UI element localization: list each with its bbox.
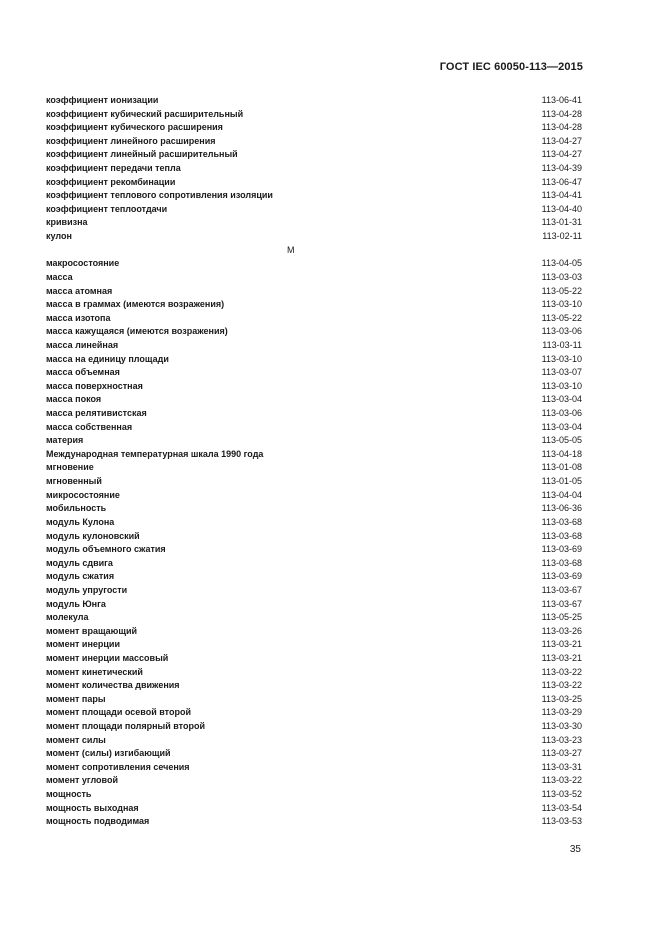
- entry-term: коэффициент теплоотдачи: [46, 203, 168, 214]
- entry-code: 113-03-54: [541, 802, 582, 813]
- term-index: [46, 94, 582, 829]
- entry-term: момент (силы) изгибающий: [46, 748, 171, 759]
- entry-term: модуль Юнга: [46, 598, 106, 609]
- entry-term: мгновенный: [46, 476, 102, 487]
- entry-code: 113-04-05: [541, 258, 582, 269]
- entry-term: модуль сжатия: [46, 571, 115, 582]
- entry-code: 113-03-25: [541, 693, 582, 704]
- index-entry: [46, 774, 582, 788]
- entry-code: 113-03-29: [541, 707, 582, 718]
- index-entry: [46, 135, 582, 149]
- entry-term: момент площади осевой второй: [46, 707, 191, 718]
- entry-term: мощность выходная: [46, 802, 139, 813]
- index-entry: [46, 203, 582, 217]
- index-entry: [46, 189, 582, 203]
- entry-term: момент кинетический: [46, 666, 143, 677]
- entry-code: 113-03-10: [541, 299, 582, 310]
- entry-term: модуль упругости: [46, 584, 128, 595]
- entry-code: 113-05-22: [541, 312, 582, 323]
- entry-code: 113-04-41: [541, 190, 582, 201]
- entry-term: момент инерции массовый: [46, 652, 169, 663]
- document-header: ГОСТ IEC 60050-113—2015: [439, 61, 583, 73]
- entry-code: 113-03-69: [541, 571, 582, 582]
- entry-term: коэффициент рекомбинации: [46, 176, 176, 187]
- entry-code: 113-04-18: [541, 448, 582, 459]
- index-entry: [46, 108, 582, 122]
- index-entry: [46, 230, 582, 244]
- entry-code: 113-03-68: [541, 530, 582, 541]
- index-entry: [46, 475, 582, 489]
- index-entry: [46, 448, 582, 462]
- entry-term: коэффициент линейный расширительный: [46, 149, 238, 160]
- entry-code: 113-03-31: [541, 761, 582, 772]
- entry-code: 113-03-53: [541, 816, 582, 827]
- entry-code: 113-03-06: [541, 408, 582, 419]
- index-entry: [46, 176, 582, 190]
- section-m: [46, 257, 582, 829]
- section-k: [46, 94, 582, 244]
- index-entry: [46, 489, 582, 503]
- index-entry: [46, 421, 582, 435]
- entry-code: 113-06-41: [541, 95, 582, 105]
- index-entry: [46, 747, 582, 761]
- entry-code: 113-03-04: [541, 394, 582, 405]
- entry-code: 113-06-36: [541, 503, 582, 514]
- index-entry: [46, 162, 582, 176]
- entry-code: 113-04-27: [541, 149, 582, 160]
- entry-code: 113-03-22: [541, 680, 582, 691]
- entry-term: масса собственная: [46, 421, 133, 432]
- entry-term: кривизна: [46, 217, 88, 228]
- index-entry: [46, 611, 582, 625]
- entry-code: 113-05-25: [541, 612, 582, 623]
- entry-term: мобильность: [46, 503, 107, 514]
- index-entry: [46, 693, 582, 707]
- index-entry: [46, 407, 582, 421]
- entry-code: 113-03-68: [541, 557, 582, 568]
- entry-code: 113-03-67: [541, 584, 582, 595]
- entry-term: масса кажущаяся (имеются возражения): [46, 326, 228, 337]
- entry-code: 113-05-22: [541, 285, 582, 296]
- entry-code: 113-01-31: [541, 217, 582, 228]
- index-entry: [46, 461, 582, 475]
- entry-code: 113-04-39: [541, 163, 582, 174]
- index-entry: [46, 516, 582, 530]
- index-entry: [46, 557, 582, 571]
- entry-term: Международная температурная шкала 1990 года: [46, 448, 264, 459]
- entry-code: 113-04-28: [541, 108, 582, 119]
- entry-code: 113-04-40: [541, 203, 582, 214]
- entry-term: масса поверхностная: [46, 380, 143, 391]
- index-entry: [46, 761, 582, 775]
- entry-code: 113-03-07: [541, 367, 582, 378]
- entry-term: коэффициент линейного расширения: [46, 135, 216, 146]
- entry-term: коэффициент кубический расширительный: [46, 108, 244, 119]
- section-letter-m: М: [287, 244, 295, 255]
- index-entry: [46, 802, 582, 816]
- entry-code: 113-03-04: [541, 421, 582, 432]
- entry-code: 113-03-22: [541, 666, 582, 677]
- entry-code: 113-04-27: [541, 135, 582, 146]
- index-entry: [46, 666, 582, 680]
- entry-code: 113-01-08: [541, 462, 582, 473]
- entry-term: момент инерции: [46, 639, 120, 650]
- entry-code: 113-06-47: [541, 176, 582, 187]
- entry-term: модуль Кулона: [46, 516, 115, 527]
- entry-term: коэффициент передачи тепла: [46, 163, 181, 174]
- entry-term: коэффициент ионизации: [46, 95, 159, 105]
- entry-term: мощность: [46, 789, 92, 800]
- index-entry: [46, 598, 582, 612]
- index-entry: [46, 734, 582, 748]
- index-entry: [46, 366, 582, 380]
- entry-code: 113-03-10: [541, 380, 582, 391]
- entry-code: 113-03-27: [541, 748, 582, 759]
- index-entry: [46, 570, 582, 584]
- entry-code: 113-03-67: [541, 598, 582, 609]
- index-entry: [46, 679, 582, 693]
- entry-code: 113-03-26: [541, 625, 582, 636]
- entry-term: масса релятивистская: [46, 408, 147, 419]
- index-entry: [46, 720, 582, 734]
- index-entry: [46, 652, 582, 666]
- entry-term: модуль объемного сжатия: [46, 544, 166, 555]
- index-entry: [46, 121, 582, 135]
- entry-term: момент площади полярный второй: [46, 721, 205, 732]
- entry-term: микросостояние: [46, 489, 120, 500]
- index-entry: [46, 94, 582, 108]
- index-entry: [46, 339, 582, 353]
- entry-term: момент силы: [46, 734, 106, 745]
- entry-term: макросостояние: [46, 258, 120, 269]
- index-entry: [46, 815, 582, 829]
- entry-term: масса на единицу площади: [46, 353, 169, 364]
- entry-code: 113-02-11: [542, 231, 582, 242]
- entry-term: коэффициент теплового сопротивления изоляции: [46, 190, 273, 201]
- entry-term: момент угловой: [46, 775, 118, 786]
- index-entry: [46, 530, 582, 544]
- entry-term: момент сопротивления сечения: [46, 761, 190, 772]
- index-entry: [46, 543, 582, 557]
- index-entry: [46, 584, 582, 598]
- index-entry: [46, 312, 582, 326]
- entry-code: 113-03-21: [541, 652, 582, 663]
- index-entry: [46, 298, 582, 312]
- index-entry: [46, 353, 582, 367]
- page-number: 35: [569, 844, 581, 855]
- entry-code: 113-05-05: [541, 435, 582, 446]
- index-entry: [46, 393, 582, 407]
- index-entry: [46, 706, 582, 720]
- index-entry: [46, 271, 582, 285]
- index-entry: [46, 257, 582, 271]
- entry-code: 113-03-21: [541, 639, 582, 650]
- entry-term: момент вращающий: [46, 625, 138, 636]
- entry-term: кулон: [46, 231, 72, 242]
- entry-code: 113-04-28: [541, 122, 582, 133]
- index-entry: [46, 638, 582, 652]
- entry-code: 113-03-68: [541, 516, 582, 527]
- entry-term: материя: [46, 435, 84, 446]
- entry-term: мощность подводимая: [46, 816, 150, 827]
- entry-term: молекула: [46, 612, 89, 623]
- entry-term: момент пары: [46, 693, 106, 704]
- entry-term: масса: [46, 271, 73, 282]
- index-entry: [46, 325, 582, 339]
- entry-code: 113-04-04: [541, 489, 582, 500]
- entry-term: масса в граммах (имеются возражения): [46, 299, 225, 310]
- entry-term: модуль сдвига: [46, 557, 113, 568]
- entry-code: 113-03-03: [541, 271, 582, 282]
- entry-term: масса линейная: [46, 339, 119, 350]
- entry-code: 113-03-06: [541, 326, 582, 337]
- entry-code: 113-03-30: [541, 721, 582, 732]
- entry-code: 113-03-10: [541, 353, 582, 364]
- index-entry: [46, 285, 582, 299]
- index-entry: [46, 502, 582, 516]
- index-entry: [46, 148, 582, 162]
- entry-code: 113-03-69: [541, 544, 582, 555]
- index-entry: [46, 625, 582, 639]
- entry-term: масса покоя: [46, 394, 102, 405]
- entry-code: 113-03-22: [541, 775, 582, 786]
- entry-term: мгновение: [46, 462, 94, 473]
- entry-code: 113-03-11: [542, 339, 582, 350]
- index-entry: [46, 788, 582, 802]
- entry-term: модуль кулоновский: [46, 530, 140, 541]
- index-entry: [46, 380, 582, 394]
- entry-term: масса атомная: [46, 285, 113, 296]
- entry-term: момент количества движения: [46, 680, 180, 691]
- entry-term: масса объемная: [46, 367, 120, 378]
- index-entry: [46, 434, 582, 448]
- entry-code: 113-03-52: [541, 789, 582, 800]
- entry-term: коэффициент кубического расширения: [46, 122, 223, 133]
- index-entry: [46, 216, 582, 230]
- entry-code: 113-03-23: [541, 734, 582, 745]
- entry-code: 113-01-05: [541, 476, 582, 487]
- entry-term: масса изотопа: [46, 312, 111, 323]
